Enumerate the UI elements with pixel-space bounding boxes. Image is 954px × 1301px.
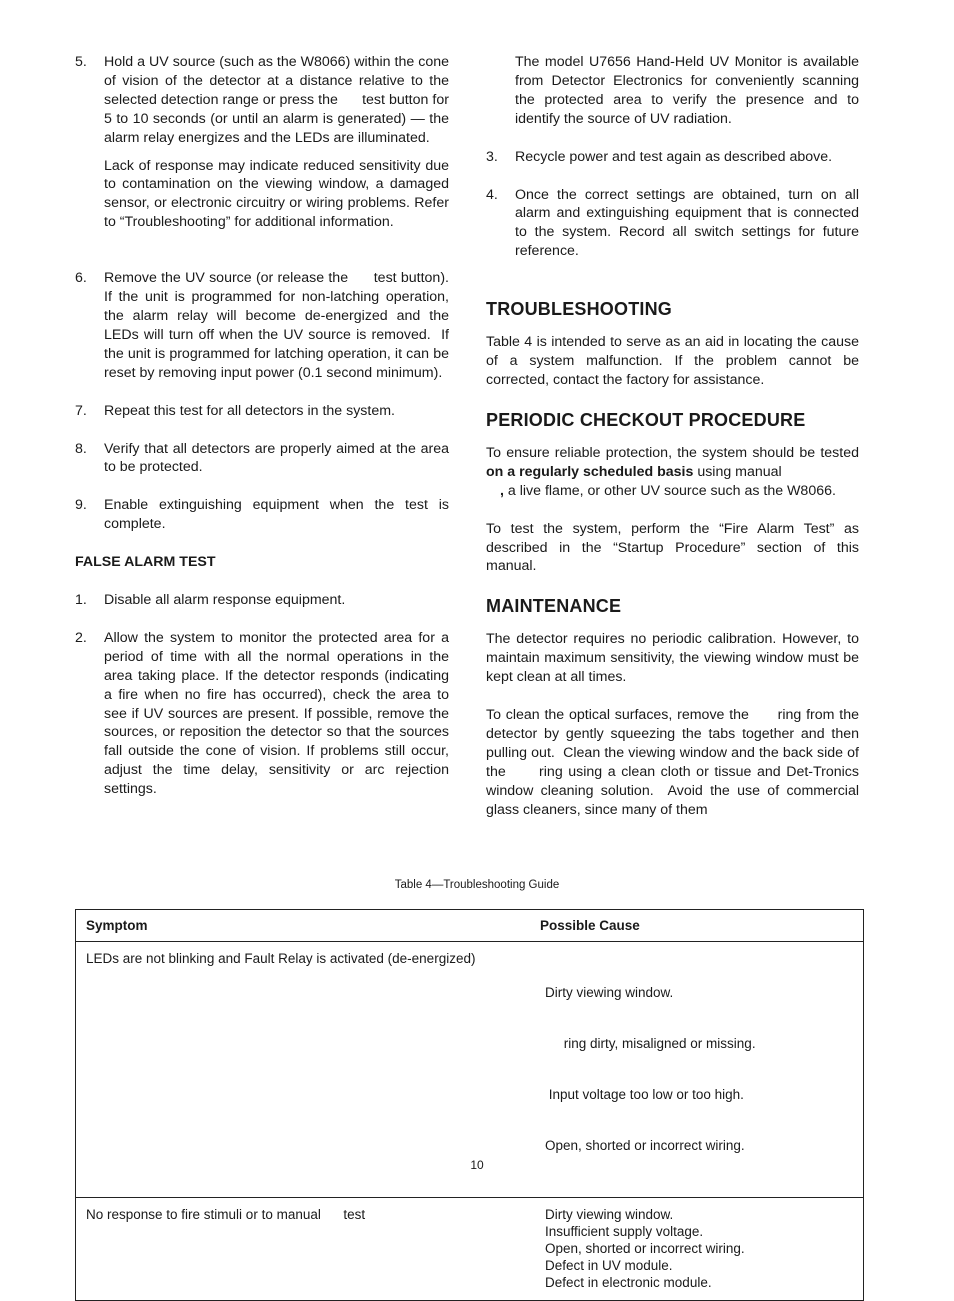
step-5	[75, 53, 453, 148]
cause-line: Dirty viewing window.	[545, 985, 674, 1000]
symptom-cell: LEDs are not blinking and Fault Relay is activated (de-energized)	[76, 942, 531, 1198]
cause-line: Insufficient supply voltage.	[545, 1224, 704, 1239]
step-text: Hold a UV source (such as the W8066) within the cone of vision of the detector at a distance relative to the selected detection range or press the test button for 5 to 10 seconds (or until an alarm is generated) — the alarm relay energizes and the LEDs are illuminated.	[104, 54, 453, 146]
step-text: Repeat this test for all detectors in the system.	[104, 402, 395, 419]
periodic-text-line2: a live flame, or other UV source such as the W8066.	[503, 482, 836, 499]
right-column	[486, 53, 863, 819]
false-alarm-step-2	[75, 629, 449, 799]
table-row	[76, 1198, 864, 1301]
step-number: 2.	[75, 629, 87, 646]
cause-line: Input voltage too low or too high.	[545, 1087, 744, 1102]
troubleshooting-table	[75, 909, 864, 1301]
step-text: Disable all alarm response equipment.	[104, 592, 346, 609]
step-number: 8.	[75, 440, 87, 457]
cause-line: Defect in electronic module.	[545, 1275, 712, 1290]
step-9	[75, 496, 449, 534]
step-number: 9.	[75, 497, 87, 514]
step-text: Verify that all detectors are properly aimed at the area to be protected.	[104, 440, 449, 476]
periodic-checkout-paragraph-1	[486, 444, 859, 501]
cause-line: Open, shorted or incorrect wiring.	[545, 1241, 745, 1256]
step-text: Enable extinguishing equipment when the test is complete.	[104, 497, 449, 533]
step-number: 4.	[486, 186, 498, 203]
step-7	[75, 402, 449, 421]
periodic-text-emphasis: on a regularly scheduled basis	[486, 463, 694, 480]
step-number: 6.	[75, 270, 87, 287]
table-header-row	[76, 910, 864, 942]
table-caption: Table 4—Troubleshooting Guide	[394, 879, 560, 891]
step-number: 7.	[75, 402, 87, 419]
left-column	[75, 53, 457, 799]
cause-line: ring dirty, misaligned or missing.	[545, 1036, 756, 1051]
step-6	[75, 269, 457, 382]
uv-monitor-note: The model U7656 Hand-Held UV Monitor is available from Detector Electronics for conveniently scanning the protected area to verify the presence and to identify the source of UV radiation.	[515, 54, 859, 127]
maintenance-heading: MAINTENANCE	[486, 596, 622, 617]
step-5-note: Lack of response may indicate reduced sensitivity due to contamination on the viewing window, a damaged sensor, or electronic circuitry or wiring problems. Refer to “Troubleshooting” for additional information.	[104, 157, 449, 231]
step-text: Allow the system to monitor the protected area for a period of time with all the normal operations in the area taking place. If the detector responds (indicating a fire when no fire has occurred), check the area to see if UV sources are present. If possible, remove the sources, or reposition the detector so that the sources fall outside the cone of vision. If problems still occur, adjust the time delay, sensitivity or arc rejection settings.	[104, 629, 449, 798]
step-8	[75, 440, 449, 478]
page-number: 10	[470, 1158, 484, 1172]
periodic-checkout-paragraph-2: To test the system, perform the “Fire Alarm Test” as described in the “Startup Procedure” section of this manual.	[486, 520, 859, 575]
cause-column-header: Possible Cause	[530, 910, 864, 942]
periodic-text-end: using manual	[693, 463, 782, 480]
periodic-text-comma: ,	[500, 482, 504, 499]
false-alarm-step-1	[75, 591, 449, 610]
step-text: Recycle power and test again as described above.	[515, 148, 833, 165]
symptom-column-header: Symptom	[76, 910, 531, 942]
periodic-checkout-heading: PERIODIC CHECKOUT PROCEDURE	[486, 409, 806, 430]
maintenance-paragraph-2: To clean the optical surfaces, remove the ring from the detector by gently squeezing the tabs together and then pulling out. Clean the viewing window and the back side of the ring using a clean cloth or tissue and Det-Tronics window cleaning solution. Avoid the use of commercial glass cleaners, since many of them	[486, 707, 863, 818]
cause-cell	[530, 1198, 864, 1301]
troubleshooting-text: Table 4 is intended to serve as an aid in locating the cause of a system malfunction. If the problem cannot be corrected, contact the factory for assistance.	[486, 334, 859, 388]
false-alarm-step-4	[486, 186, 859, 262]
maintenance-paragraph-1: The detector requires no periodic calibration. However, to maintain maximum sensitivity, the viewing window must be kept clean at all times.	[486, 631, 859, 686]
cause-line: Open, shorted or incorrect wiring.	[545, 1138, 745, 1153]
false-alarm-step-3	[486, 148, 859, 167]
periodic-text-start: To ensure reliable protection, the system should be tested	[486, 444, 859, 461]
step-number: 3.	[486, 148, 498, 165]
cause-line: Dirty viewing window.	[545, 1207, 674, 1222]
false-alarm-test-heading: FALSE ALARM TEST	[75, 554, 216, 571]
cause-line: Defect in UV module.	[545, 1258, 673, 1273]
step-text: Remove the UV source (or release the test button). If the unit is programmed for non-latching operation, the alarm relay will become de-energized and the LEDs will turn off when the UV source is removed. If the unit is programmed for latching operation, it can be reset by removing input power (0.1 second minimum).	[104, 270, 457, 381]
step-number: 1.	[75, 592, 87, 609]
step-number: 5.	[75, 54, 87, 70]
symptom-cell: No response to fire stimuli or to manual test	[76, 1198, 531, 1301]
troubleshooting-heading: TROUBLESHOOTING	[486, 299, 672, 320]
step-text: Once the correct settings are obtained, turn on all alarm and extinguishing equipment that is connected to the system. Record all switch settings for future reference.	[515, 186, 859, 260]
